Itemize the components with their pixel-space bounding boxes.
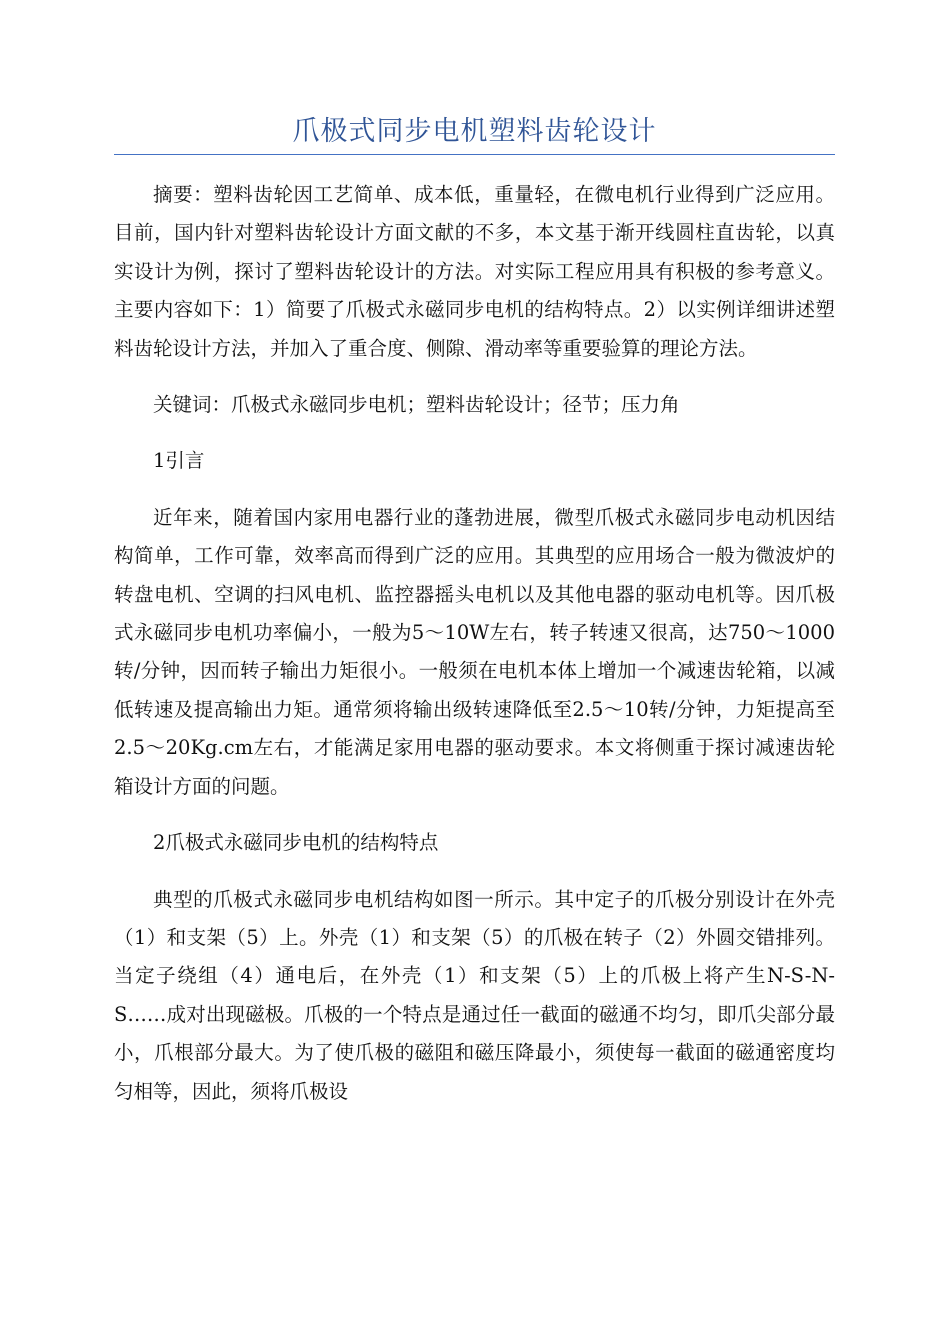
structure-paragraph: 典型的爪极式永磁同步电机结构如图一所示。其中定子的爪极分别设计在外壳（1）和支架（5）上。外壳（1）和支架（5）的爪极在转子（2）外圆交错排列。当定子绕组（4）通电后，在外壳（1）和支架（5）上的爪极上将产生N-S-N-S……成对出现磁极。爪极的一个特点是通过任一截面的磁通不均匀，即爪尖部分最小，爪根部分最大。为了使爪极的磁阻和磁压降最小，须使每一截面的磁通密度均匀相等，因此，须将爪极设 — [114, 887, 835, 1103]
document-title: 爪极式同步电机塑料齿轮设计 — [292, 116, 657, 147]
section-heading-introduction: 1引言 — [153, 449, 205, 473]
section-heading-structure: 2爪极式永磁同步电机的结构特点 — [153, 831, 439, 855]
keywords-paragraph: 关键词：爪极式永磁同步电机；塑料齿轮设计；径节；压力角 — [153, 393, 680, 417]
title-underline — [114, 154, 835, 155]
abstract-paragraph: 摘要：塑料齿轮因工艺简单、成本低，重量轻，在微电机行业得到广泛应用。目前，国内针对塑料齿轮设计方面文献的不多，本文基于渐开线圆柱直齿轮，以真实设计为例，探讨了塑料齿轮设计的方法。对实际工程应用具有积极的参考意义。主要内容如下：1）简要了爪极式永磁同步电机的结构特点。2）以实例详细讲述塑料齿轮设计方法，并加入了重合度、侧隙、滑动率等重要验算的理论方法。 — [114, 183, 835, 360]
introduction-paragraph: 近年来，随着国内家用电器行业的蓬勃进展，微型爪极式永磁同步电动机因结构简单，工作可靠，效率高而得到广泛的应用。其典型的应用场合一般为微波炉的转盘电机、空调的扫风电机、监控器摇头电机以及其他电器的驱动电机等。因爪极式永磁同步电机功率偏小，一般为5～10W左右，转子转速又很高，达750～1000转/分钟，因而转子输出力矩很小。一般须在电机本体上增加一个减速齿轮箱，以减低转速及提高输出力矩。通常须将输出级转速降低至2.5～10转/分钟，力矩提高至2.5～20Kg.cm左右，才能满足家用电器的驱动要求。本文将侧重于探讨减速齿轮箱设计方面的问题。 — [114, 505, 835, 798]
document-body — [114, 176, 835, 1129]
